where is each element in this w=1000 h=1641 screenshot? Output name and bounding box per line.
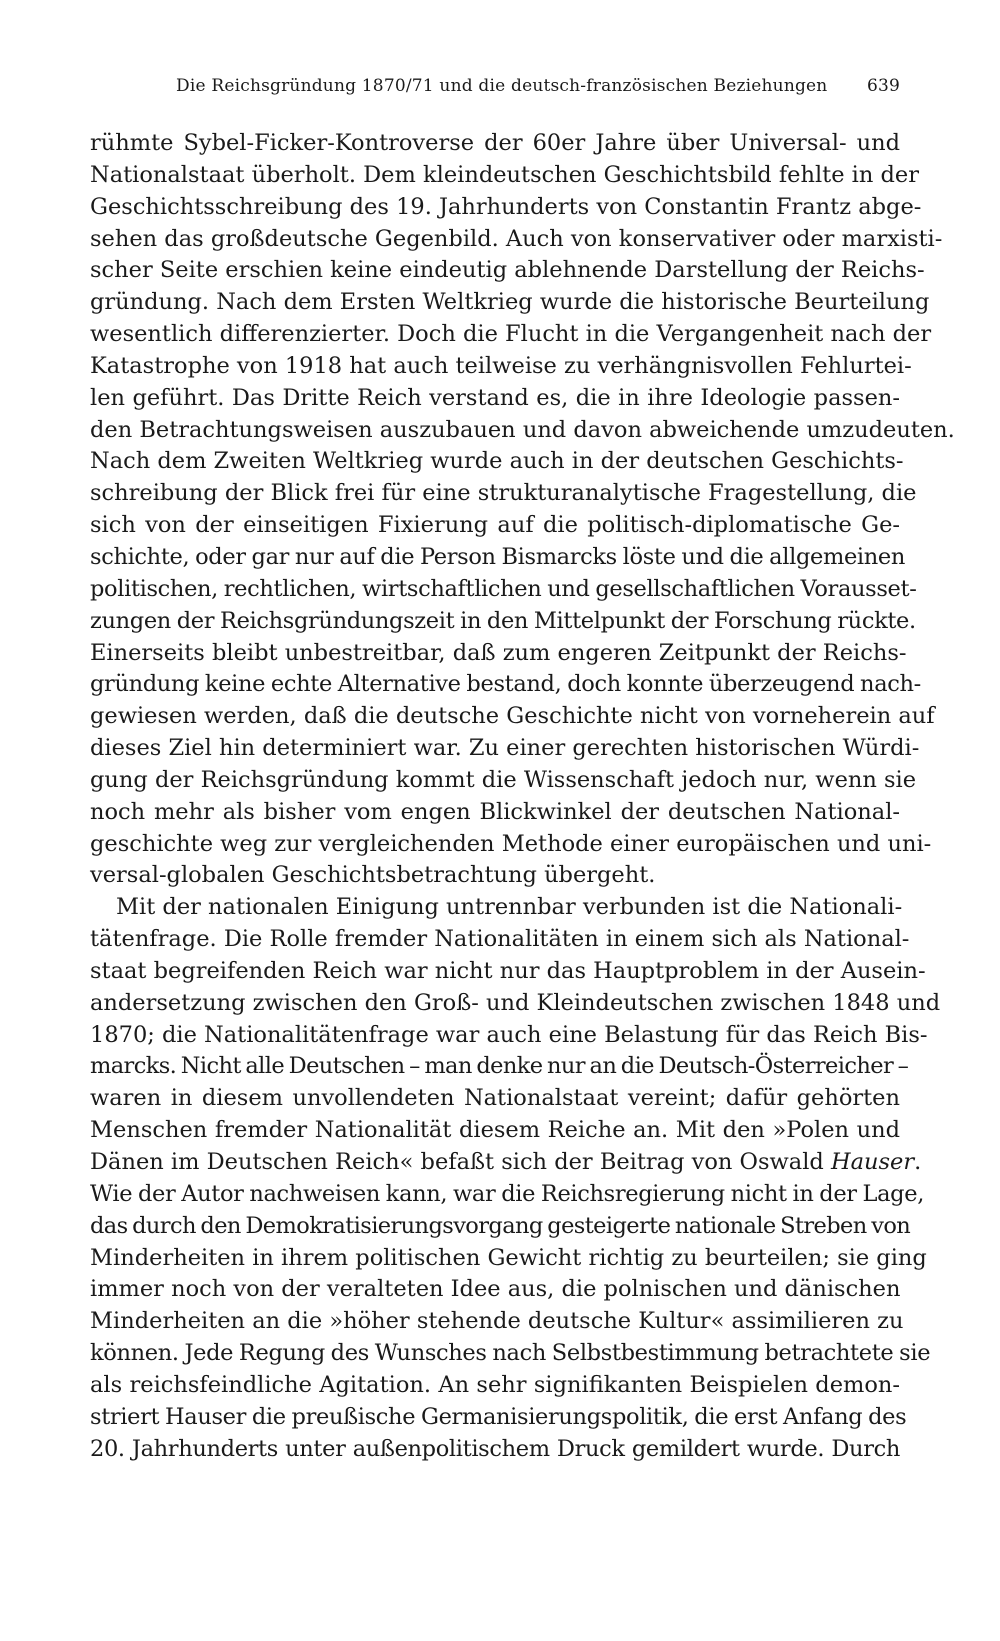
- text-line: marcks. Nicht alle Deutschen – man denke nur an die Deutsch-Österreicher –: [90, 1053, 909, 1080]
- text-line: das durch den Demokratisierungsvorgang gesteigerte nationale Streben von: [90, 1212, 911, 1239]
- text-line: den Betrachtungsweisen auszubauen und davon abweichende umzudeuten.: [90, 416, 955, 443]
- text-line: 20. Jahrhunderts unter außenpolitischem Druck gemildert wurde. Durch: [90, 1435, 900, 1462]
- text-line: Nach dem Zweiten Weltkrieg wurde auch in der deutschen Geschichts-: [90, 448, 904, 475]
- text-line: als reichsfeindliche Agitation. An sehr signifikanten Beispielen demon-: [90, 1371, 900, 1398]
- text-line: Mit der nationalen Einigung untrennbar verbunden ist die Nationali-: [116, 894, 903, 921]
- text-line: waren in diesem unvollendeten Nationalstaat vereint; dafür gehörten: [90, 1085, 900, 1112]
- author-name: Hauser: [830, 1149, 915, 1175]
- text-line: gründung. Nach dem Ersten Weltkrieg wurde die historische Beurteilung: [90, 289, 930, 316]
- text-line: wesentlich differenzierter. Doch die Flucht in die Vergangenheit nach der: [90, 321, 932, 348]
- text-line: [90, 1147, 922, 1179]
- text-line: schichte, oder gar nur auf die Person Bismarcks löste und die allgemeinen: [90, 543, 906, 570]
- text-line: zungen der Reichsgründungszeit in den Mittelpunkt der Forschung rückte.: [90, 607, 916, 634]
- text-line: rühmte Sybel-Ficker-Kontroverse der 60er Jahre über Universal- und: [90, 130, 900, 156]
- text-line: Katastrophe von 1918 hat auch teilweise zu verhängnisvollen Fehlurtei-: [90, 352, 912, 379]
- text-line-suffix: .: [914, 1149, 922, 1175]
- text-line: staat begreifenden Reich war nicht nur das Hauptproblem in der Ausein-: [90, 957, 926, 984]
- text-line: Einerseits bleibt unbestreitbar, daß zum engeren Zeitpunkt der Reichs-: [90, 639, 907, 666]
- text-line: politischen, rechtlichen, wirtschaftlichen und gesellschaftlichen Vorausset-: [90, 575, 917, 602]
- text-line: geschichte weg zur vergleichenden Methode einer europäischen und uni-: [90, 830, 932, 857]
- text-line: gung der Reichsgründung kommt die Wissenschaft jedoch nur, wenn sie: [90, 766, 917, 793]
- text-line: schreibung der Blick frei für eine strukturanalytische Fragestellung, die: [90, 480, 917, 507]
- text-line: gründung keine echte Alternative bestand, doch konnte überzeugend nach-: [90, 671, 921, 698]
- text-line: können. Jede Regung des Wunsches nach Selbstbestimmung betrachtete sie: [90, 1340, 931, 1367]
- text-line: versal-globalen Geschichtsbetrachtung übergeht.: [90, 862, 656, 889]
- text-line: Wie der Autor nachweisen kann, war die Reichsregierung nicht in der Lage,: [90, 1180, 924, 1207]
- text-line: Nationalstaat überholt. Dem kleindeutschen Geschichtsbild fehlte in der: [90, 161, 919, 188]
- body-text: [90, 128, 955, 1465]
- text-line: gewiesen werden, daß die deutsche Geschichte nicht von vorneherein auf: [90, 703, 935, 730]
- text-line: noch mehr als bisher vom engen Blickwinkel der deutschen National-: [90, 798, 900, 825]
- running-header: [176, 76, 900, 102]
- text-line: tätenfrage. Die Rolle fremder Nationalitäten in einem sich als National-: [90, 926, 910, 953]
- page-number: 639: [866, 76, 900, 96]
- text-line: Geschichtsschreibung des 19. Jahrhunderts von Constantin Frantz abge-: [90, 193, 922, 220]
- text-line-prefix: Dänen im Deutschen Reich« befaßt sich der Beitrag von Oswald: [90, 1149, 831, 1175]
- text-line: Minderheiten in ihrem politischen Gewicht richtig zu beurteilen; sie ging: [90, 1244, 927, 1271]
- text-line: 1870; die Nationalitätenfrage war auch eine Belastung für das Reich Bis-: [90, 1021, 928, 1048]
- text-line: scher Seite erschien keine eindeutig ablehnende Darstellung der Reichs-: [90, 257, 925, 284]
- text-line: len geführt. Das Dritte Reich verstand es, die in ihre Ideologie passen-: [90, 384, 900, 411]
- text-line: Menschen fremder Nationalität diesem Reiche an. Mit den »Polen und: [90, 1117, 900, 1144]
- text-line: sich von der einseitigen Fixierung auf die politisch-diplomatische Ge-: [90, 512, 900, 539]
- text-line: andersetzung zwischen den Groß- und Kleindeutschen zwischen 1848 und: [90, 989, 941, 1016]
- text-line: sehen das großdeutsche Gegenbild. Auch von konservativer oder marxisti-: [90, 225, 943, 252]
- text-line: dieses Ziel hin determiniert war. Zu einer gerechten historischen Würdi-: [90, 735, 920, 762]
- text-line: striert Hauser die preußische Germanisierungspolitik, die erst Anfang des: [90, 1403, 907, 1430]
- running-header-title: Die Reichsgründung 1870/71 und die deutsch-französischen Beziehungen: [176, 76, 828, 96]
- text-line: Minderheiten an die »höher stehende deutsche Kultur« assimilieren zu: [90, 1308, 904, 1335]
- text-line: immer noch von der veralteten Idee aus, die polnischen und dänischen: [90, 1276, 901, 1303]
